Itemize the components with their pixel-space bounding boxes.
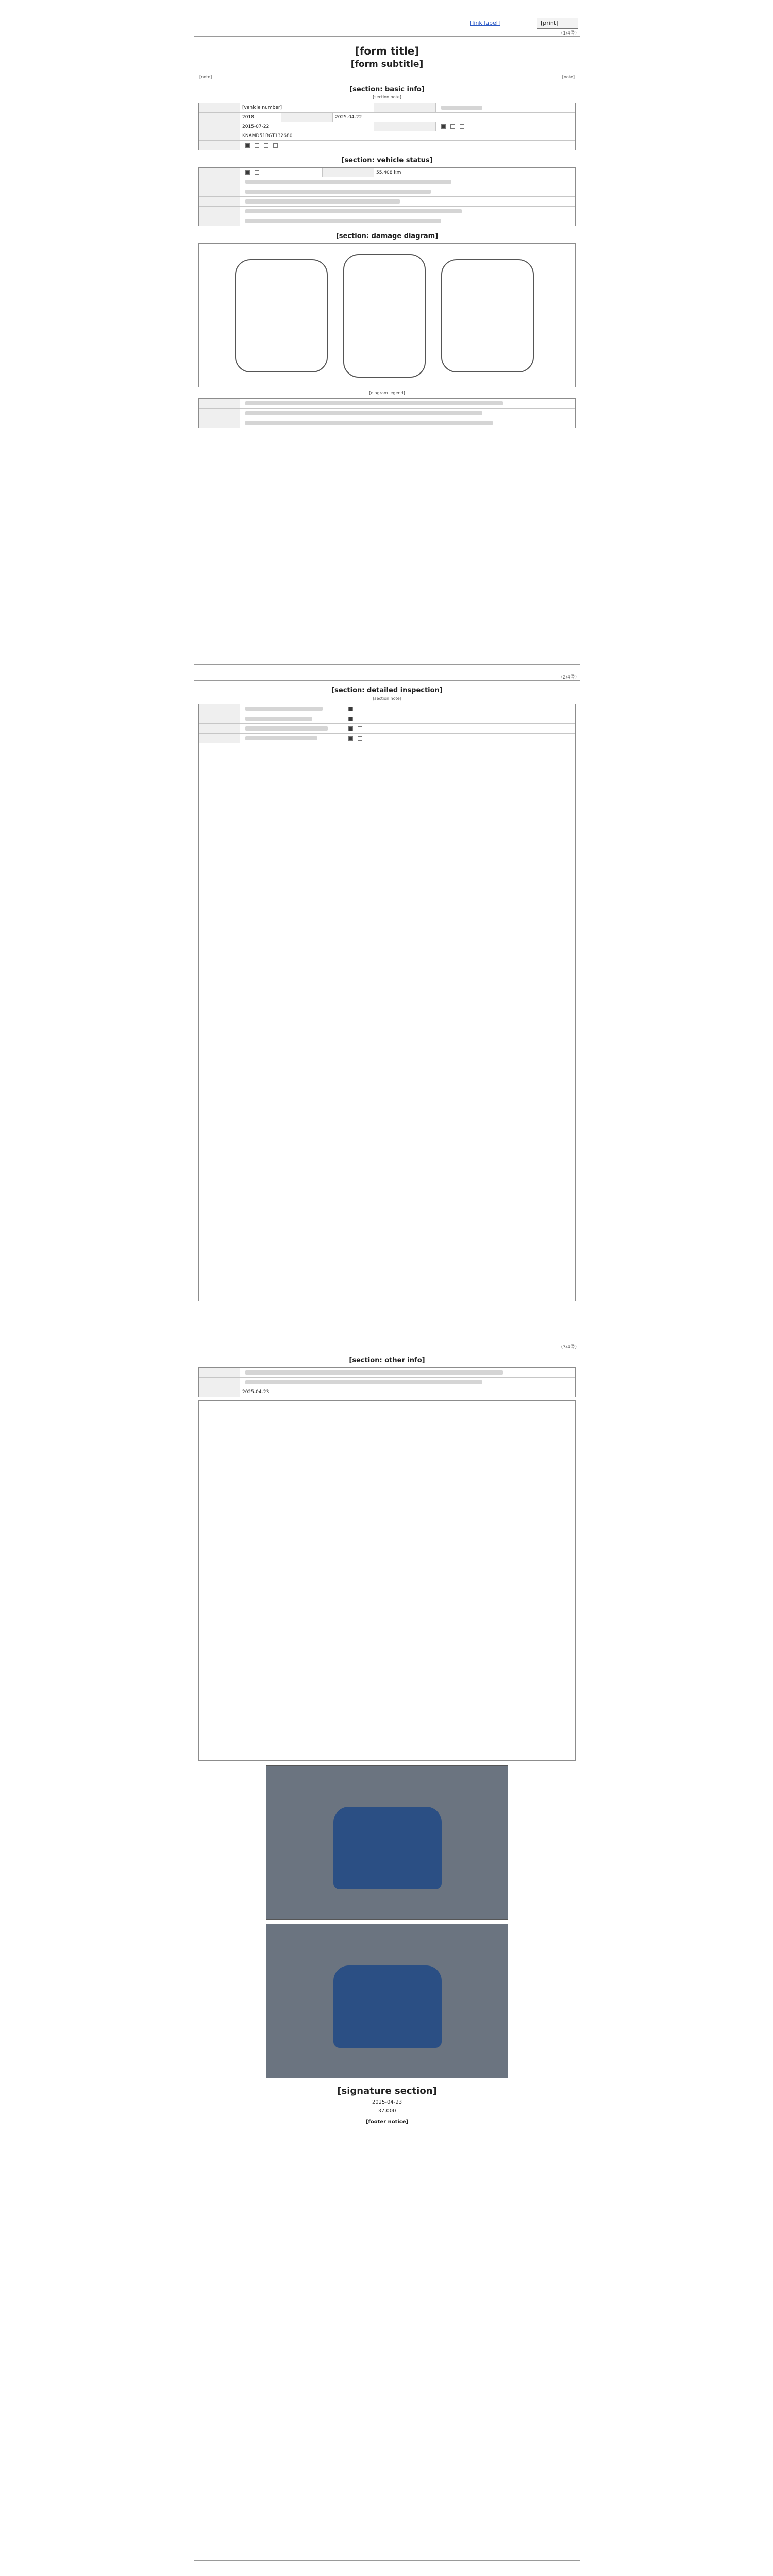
section-detail: [section: detailed inspection] [331,687,443,694]
checkbox[interactable] [255,170,259,175]
section-other: [section: other info] [349,1357,425,1364]
notice-text-block [198,1400,576,1761]
form-note-right: [note] [562,75,575,79]
section-basic-note: [section note] [373,95,401,99]
completion-date: 2025-04-23 [242,1389,270,1395]
checkbox[interactable] [460,124,464,129]
page-number: (3/4쪽) [561,1345,577,1350]
signature-title: [signature section] [337,2086,437,2096]
vehicle-photo-front [266,1765,508,1920]
car-outline-left [235,259,328,372]
inspection-fee: 37,000 [378,2108,396,2114]
inspection-period: 2025-04-22 [335,114,362,120]
detail-table [198,704,576,1301]
damage-table [198,398,576,428]
first-registration-date: 2015-07-22 [240,122,374,131]
form-note-left: [note] [199,75,212,79]
footer-notice: [footer notice] [365,2119,409,2125]
checkbox[interactable] [273,143,278,148]
checkbox[interactable] [264,143,268,148]
print-button[interactable]: [print] [537,18,578,29]
section-vehicle-status: [section: vehicle status] [341,157,433,164]
signature-date: 2025-04-23 [372,2099,402,2105]
checkbox[interactable] [450,124,455,129]
page-number: (1/4쪽) [561,31,577,36]
report-page-2 [194,675,580,1329]
vin-number: KNAMD51BGT132680 [242,133,293,139]
section-basic-info: [section: basic info] [349,86,425,93]
mileage-value: 55,408 km [376,170,401,175]
top-toolbar [0,14,773,35]
other-table [198,1367,576,1397]
section-damage: [section: damage diagram] [335,232,439,240]
checkbox-checked[interactable] [441,124,446,129]
damage-diagram [198,243,576,387]
vehicle-number: [vehicle number] [240,103,374,112]
report-page-3 [194,1345,580,2561]
basic-info-table [198,103,576,150]
form-title: [form title] [355,45,419,57]
section-detail-note: [section note] [373,696,401,701]
form-notes [199,75,575,79]
checkbox-checked[interactable] [245,170,250,175]
vehicle-image [333,1965,442,2048]
model-year: 2018 [240,113,281,122]
damage-legend: [diagram legend] [369,391,405,395]
checkbox[interactable] [255,143,259,148]
car-outline-right [441,259,534,372]
checkbox-checked[interactable] [245,143,250,148]
form-subtitle: [form subtitle] [350,59,424,70]
vehicle-image [333,1807,442,1889]
page-number: (2/4쪽) [561,675,577,680]
help-link[interactable]: [link label] [470,20,500,26]
vehicle-photo-rear [266,1924,508,2078]
vehicle-status-table [198,167,576,226]
report-page-1 [194,31,580,665]
car-outline-top [343,254,426,378]
